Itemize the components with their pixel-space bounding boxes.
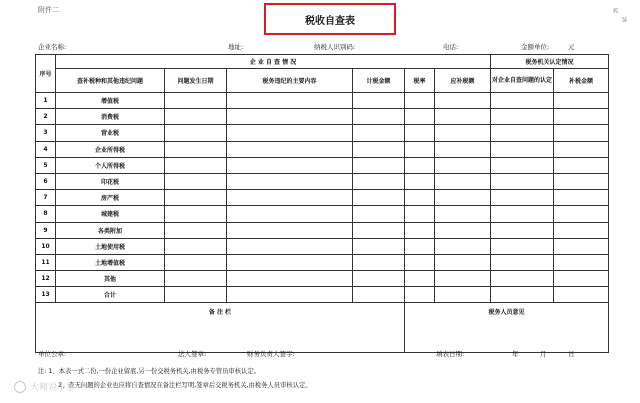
cell-violation-content[interactable] bbox=[227, 173, 353, 189]
cell-taxable-amount[interactable] bbox=[353, 271, 405, 287]
watermark-logo-icon bbox=[14, 381, 26, 393]
cell-office-determination[interactable] bbox=[491, 173, 554, 189]
table-row bbox=[36, 109, 609, 125]
expand-icon[interactable] bbox=[613, 8, 627, 22]
row-number: 4 bbox=[36, 141, 56, 157]
cell-taxable-amount[interactable] bbox=[353, 254, 405, 270]
row-tax-item: 个人所得税 bbox=[56, 157, 165, 173]
finance-head-label: 财务负责人签字: bbox=[247, 350, 295, 358]
cell-office-determination[interactable] bbox=[491, 157, 554, 173]
cell-supplementary-tax[interactable] bbox=[554, 109, 609, 125]
cell-tax-due[interactable] bbox=[435, 141, 491, 157]
watermark bbox=[14, 380, 75, 393]
cell-supplementary-tax[interactable] bbox=[554, 141, 609, 157]
remarks-cell[interactable] bbox=[36, 303, 405, 353]
cell-taxable-amount[interactable] bbox=[353, 141, 405, 157]
cell-office-determination[interactable] bbox=[491, 125, 554, 141]
cell-issue-date[interactable] bbox=[165, 141, 227, 157]
cell-tax-rate[interactable] bbox=[405, 271, 435, 287]
table-header-row-1 bbox=[36, 55, 609, 69]
table-row bbox=[36, 238, 609, 254]
row-tax-item: 印花税 bbox=[56, 173, 165, 189]
cell-tax-due[interactable] bbox=[435, 173, 491, 189]
cell-tax-due[interactable] bbox=[435, 254, 491, 270]
cell-supplementary-tax[interactable] bbox=[554, 287, 609, 303]
cell-taxable-amount[interactable] bbox=[353, 125, 405, 141]
amount-unit-value: 元 bbox=[568, 43, 575, 51]
cell-violation-content[interactable] bbox=[227, 206, 353, 222]
cell-supplementary-tax[interactable] bbox=[554, 271, 609, 287]
cell-violation-content[interactable] bbox=[227, 141, 353, 157]
cell-office-determination[interactable] bbox=[491, 109, 554, 125]
cell-office-determination[interactable] bbox=[491, 238, 554, 254]
month-label: 月 bbox=[540, 350, 547, 358]
cell-taxable-amount[interactable] bbox=[353, 190, 405, 206]
cell-violation-content[interactable] bbox=[227, 254, 353, 270]
row-tax-item: 城建税 bbox=[56, 206, 165, 222]
table-row bbox=[36, 141, 609, 157]
cell-tax-due[interactable] bbox=[435, 238, 491, 254]
row-tax-item: 其他 bbox=[56, 271, 165, 287]
cell-tax-rate[interactable] bbox=[405, 141, 435, 157]
cell-tax-due[interactable] bbox=[435, 125, 491, 141]
table-row bbox=[36, 157, 609, 173]
phone-label: 电话: bbox=[443, 43, 459, 51]
cell-supplementary-tax[interactable] bbox=[554, 125, 609, 141]
cell-issue-date[interactable] bbox=[165, 222, 227, 238]
cell-issue-date[interactable] bbox=[165, 238, 227, 254]
cell-taxable-amount[interactable] bbox=[353, 206, 405, 222]
cell-office-determination[interactable] bbox=[491, 271, 554, 287]
page-title: 税收自查表 bbox=[305, 15, 355, 27]
cell-tax-due[interactable] bbox=[435, 190, 491, 206]
cell-tax-rate[interactable] bbox=[405, 222, 435, 238]
cell-tax-due[interactable] bbox=[435, 109, 491, 125]
cell-tax-rate[interactable] bbox=[405, 125, 435, 141]
col-header-taxable-amount: 计税金额 bbox=[353, 69, 405, 93]
cell-office-determination[interactable] bbox=[491, 222, 554, 238]
cell-issue-date[interactable] bbox=[165, 206, 227, 222]
cell-supplementary-tax[interactable] bbox=[554, 93, 609, 109]
cell-supplementary-tax[interactable] bbox=[554, 206, 609, 222]
cell-tax-rate[interactable] bbox=[405, 93, 435, 109]
table-row bbox=[36, 287, 609, 303]
note-line-1: 注: 1、本表一式二份,一份企业留底,另一份交税务机关,由税务专管员审核认定。 bbox=[38, 368, 260, 375]
row-number: 3 bbox=[36, 125, 56, 141]
cell-tax-due[interactable] bbox=[435, 157, 491, 173]
cell-taxable-amount[interactable] bbox=[353, 238, 405, 254]
row-number: 10 bbox=[36, 238, 56, 254]
cell-supplementary-tax[interactable] bbox=[554, 238, 609, 254]
cell-violation-content[interactable] bbox=[227, 238, 353, 254]
row-number: 8 bbox=[36, 206, 56, 222]
row-number: 6 bbox=[36, 173, 56, 189]
cell-issue-date[interactable] bbox=[165, 173, 227, 189]
row-number: 11 bbox=[36, 254, 56, 270]
col-header-tax-item: 查补税种和其他违纪问题 bbox=[56, 69, 165, 93]
attachment-label: 附件二 bbox=[38, 6, 59, 14]
cell-issue-date[interactable] bbox=[165, 93, 227, 109]
cell-issue-date[interactable] bbox=[165, 287, 227, 303]
cell-issue-date[interactable] bbox=[165, 254, 227, 270]
row-number: 2 bbox=[36, 109, 56, 125]
cell-tax-rate[interactable] bbox=[405, 173, 435, 189]
cell-supplementary-tax[interactable] bbox=[554, 157, 609, 173]
table-row bbox=[36, 173, 609, 189]
watermark-text: 大师说小事 bbox=[30, 383, 76, 393]
cell-violation-content[interactable] bbox=[227, 93, 353, 109]
seq-header: 序号 bbox=[36, 55, 56, 93]
cell-issue-date[interactable] bbox=[165, 271, 227, 287]
remarks-row bbox=[36, 303, 609, 353]
cell-tax-due[interactable] bbox=[435, 93, 491, 109]
cell-violation-content[interactable] bbox=[227, 125, 353, 141]
cell-issue-date[interactable] bbox=[165, 157, 227, 173]
fill-date-label: 填表日期: bbox=[436, 350, 465, 358]
row-tax-item: 营业税 bbox=[56, 125, 165, 141]
col-header-office-determination: 对企业自查问题的认定 bbox=[491, 69, 554, 93]
tax-officer-opinion-cell[interactable] bbox=[405, 303, 609, 353]
cell-tax-due[interactable] bbox=[435, 222, 491, 238]
company-name-label: 企业名称: bbox=[38, 43, 67, 51]
cell-violation-content[interactable] bbox=[227, 190, 353, 206]
cell-tax-rate[interactable] bbox=[405, 190, 435, 206]
cell-supplementary-tax[interactable] bbox=[554, 254, 609, 270]
row-tax-item: 消费税 bbox=[56, 109, 165, 125]
row-tax-item: 各类附加 bbox=[56, 222, 165, 238]
cell-supplementary-tax[interactable] bbox=[554, 173, 609, 189]
table-row bbox=[36, 93, 609, 109]
cell-tax-rate[interactable] bbox=[405, 109, 435, 125]
tax-office-group-header: 税务机关认定情况 bbox=[491, 55, 609, 69]
cell-taxable-amount[interactable] bbox=[353, 109, 405, 125]
self-check-group-header: 企 业 自 查 情 况 bbox=[56, 55, 491, 69]
title-highlight-box bbox=[264, 3, 396, 35]
cell-tax-rate[interactable] bbox=[405, 287, 435, 303]
cell-taxable-amount[interactable] bbox=[353, 287, 405, 303]
cell-violation-content[interactable] bbox=[227, 271, 353, 287]
cell-violation-content[interactable] bbox=[227, 157, 353, 173]
cell-issue-date[interactable] bbox=[165, 125, 227, 141]
note-line-2: 2、查无问题的企业也应将自查情况在备注栏写明,签章后交税务机关,由税务人员审核认定。 bbox=[58, 382, 312, 389]
year-label: 年 bbox=[512, 350, 519, 358]
col-header-tax-rate: 税率 bbox=[405, 69, 435, 93]
cell-tax-due[interactable] bbox=[435, 206, 491, 222]
taxpayer-id-label: 纳税人识别码: bbox=[314, 43, 356, 51]
row-tax-item: 企业所得税 bbox=[56, 141, 165, 157]
cell-tax-rate[interactable] bbox=[405, 254, 435, 270]
row-number: 13 bbox=[36, 287, 56, 303]
form-header-line bbox=[0, 42, 640, 52]
row-tax-item: 土地使用税 bbox=[56, 238, 165, 254]
cell-tax-rate[interactable] bbox=[405, 157, 435, 173]
row-number: 9 bbox=[36, 222, 56, 238]
legal-rep-label: 法人签章: bbox=[178, 350, 207, 358]
table-body bbox=[36, 93, 609, 303]
row-tax-item: 合计 bbox=[56, 287, 165, 303]
row-number: 5 bbox=[36, 157, 56, 173]
table-row bbox=[36, 206, 609, 222]
cell-office-determination[interactable] bbox=[491, 141, 554, 157]
cell-office-determination[interactable] bbox=[491, 190, 554, 206]
address-label: 地址: bbox=[228, 43, 244, 51]
table-row bbox=[36, 125, 609, 141]
cell-taxable-amount[interactable] bbox=[353, 93, 405, 109]
col-header-issue-date: 问题发生日期 bbox=[165, 69, 227, 93]
signature-line bbox=[0, 349, 640, 359]
cell-issue-date[interactable] bbox=[165, 109, 227, 125]
col-header-tax-due: 应补税额 bbox=[435, 69, 491, 93]
cell-supplementary-tax[interactable] bbox=[554, 190, 609, 206]
table-row bbox=[36, 222, 609, 238]
cell-office-determination[interactable] bbox=[491, 287, 554, 303]
cell-supplementary-tax[interactable] bbox=[554, 222, 609, 238]
cell-violation-content[interactable] bbox=[227, 222, 353, 238]
table-header-row-2 bbox=[36, 69, 609, 93]
cell-tax-due[interactable] bbox=[435, 287, 491, 303]
cell-issue-date[interactable] bbox=[165, 190, 227, 206]
amount-unit-label: 金额单位: bbox=[521, 43, 550, 51]
cell-tax-rate[interactable] bbox=[405, 206, 435, 222]
cell-violation-content[interactable] bbox=[227, 287, 353, 303]
table-row bbox=[36, 271, 609, 287]
cell-tax-due[interactable] bbox=[435, 271, 491, 287]
cell-office-determination[interactable] bbox=[491, 206, 554, 222]
cell-taxable-amount[interactable] bbox=[353, 157, 405, 173]
cell-tax-rate[interactable] bbox=[405, 238, 435, 254]
cell-violation-content[interactable] bbox=[227, 109, 353, 125]
day-label: 日 bbox=[568, 350, 575, 358]
row-number: 7 bbox=[36, 190, 56, 206]
self-check-table bbox=[35, 54, 609, 353]
company-seal-label: 单位公章: bbox=[38, 350, 67, 358]
cell-taxable-amount[interactable] bbox=[353, 173, 405, 189]
tax-officer-opinion-label: 税务人员意见 bbox=[488, 309, 525, 317]
cell-office-determination[interactable] bbox=[491, 254, 554, 270]
remarks-label: 备 注 栏 bbox=[208, 309, 232, 317]
table-row bbox=[36, 190, 609, 206]
cell-taxable-amount[interactable] bbox=[353, 222, 405, 238]
cell-office-determination[interactable] bbox=[491, 93, 554, 109]
table-row bbox=[36, 254, 609, 270]
row-tax-item: 增值税 bbox=[56, 93, 165, 109]
row-number: 12 bbox=[36, 271, 56, 287]
col-header-supplementary-tax: 补税金额 bbox=[554, 69, 609, 93]
row-tax-item: 房产税 bbox=[56, 190, 165, 206]
row-number: 1 bbox=[36, 93, 56, 109]
col-header-violation-content: 税务违纪的主要内容 bbox=[227, 69, 353, 93]
row-tax-item: 土地增值税 bbox=[56, 254, 165, 270]
